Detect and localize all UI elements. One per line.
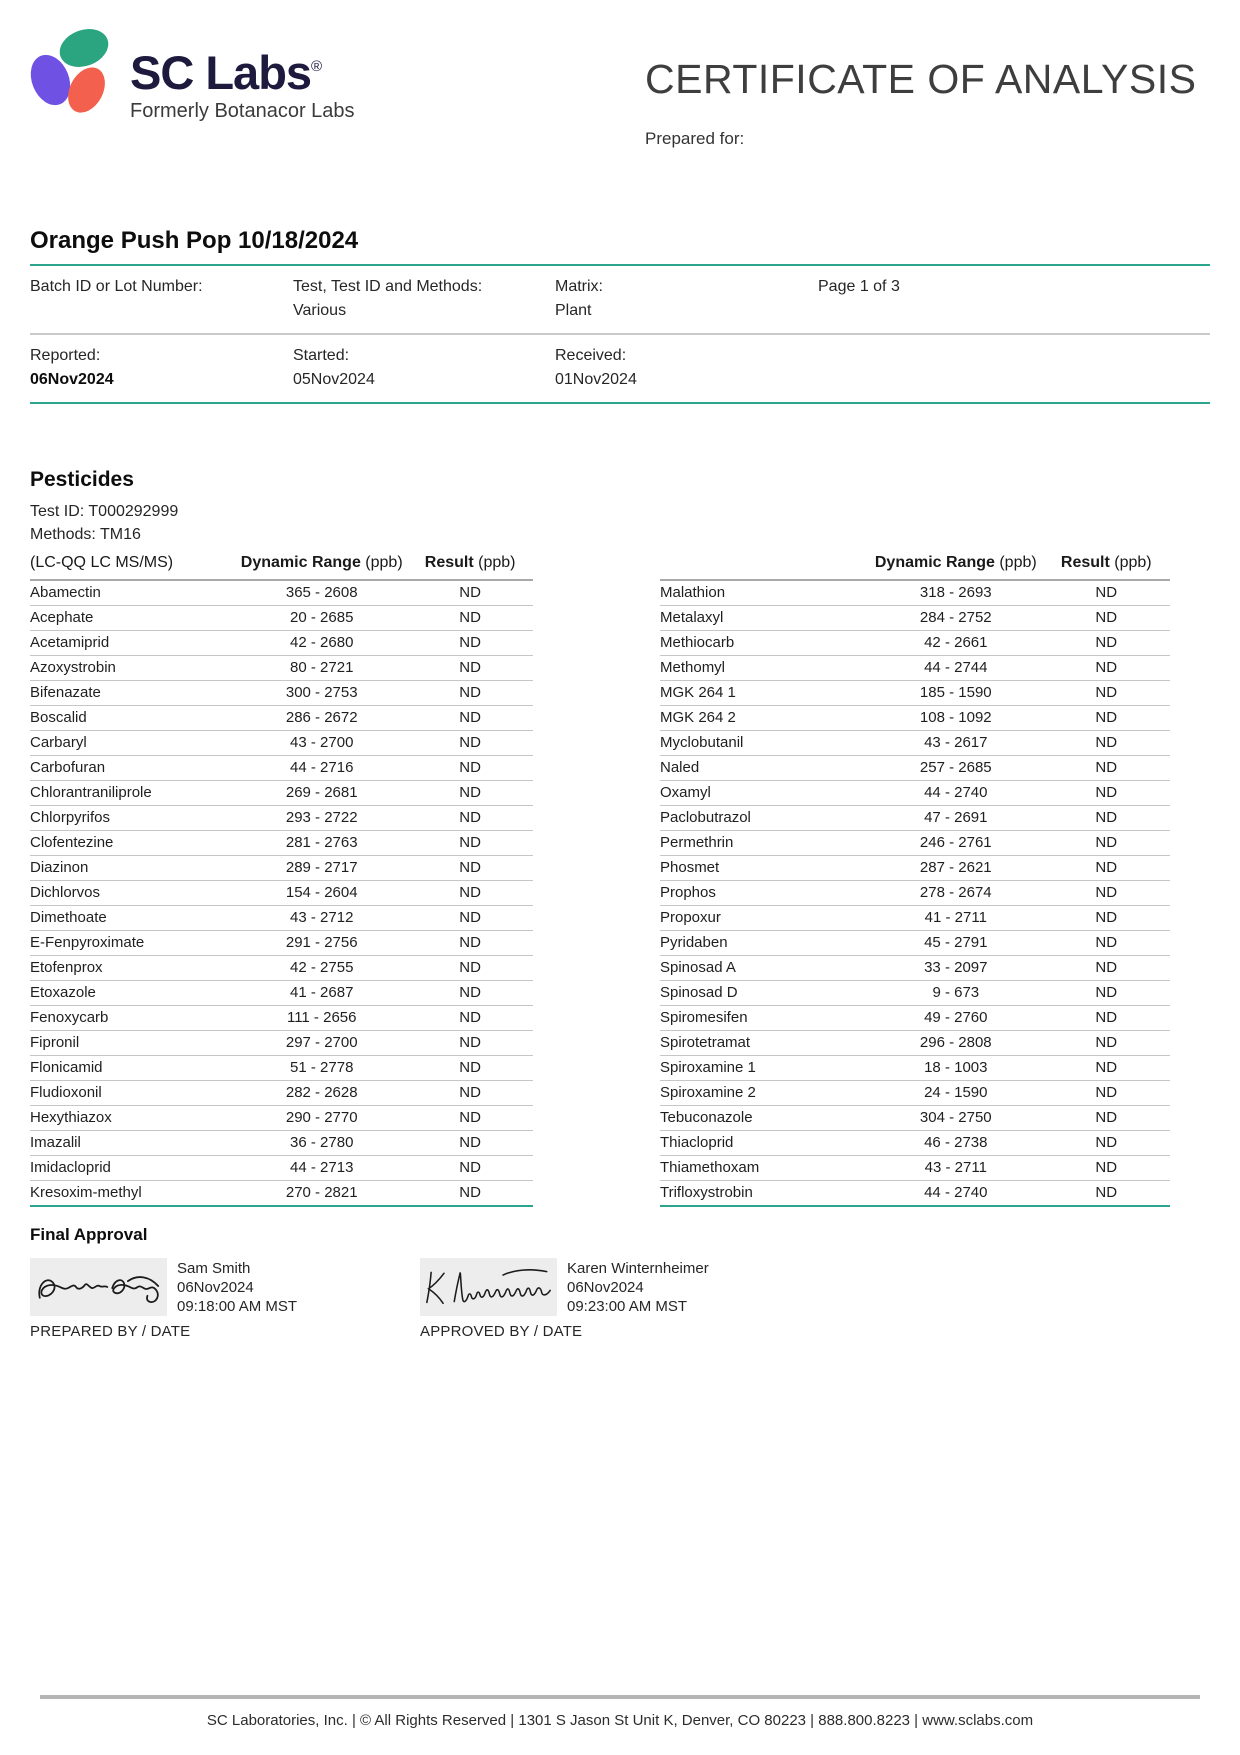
dynamic-range-value: 18 - 1003 [869, 1056, 1042, 1081]
analyte-name: Acetamiprid [30, 631, 236, 656]
pesticide-row [660, 856, 1170, 881]
pesticide-row [30, 731, 533, 756]
pesticide-row [30, 956, 533, 981]
test-methods-cell [293, 275, 555, 323]
pesticide-row [660, 580, 1170, 606]
result-header-text: Result [1060, 554, 1110, 571]
sample-title: Orange Push Pop 10/18/2024 [30, 227, 359, 254]
pesticide-row [660, 1131, 1170, 1156]
analyte-name: Abamectin [30, 580, 236, 606]
analyte-name: Clofentezine [30, 831, 236, 856]
started-cell [293, 344, 555, 392]
result-value: ND [1042, 856, 1170, 881]
result-value: ND [407, 631, 533, 656]
started-label: Started: [293, 347, 350, 364]
pesticide-row [30, 1031, 533, 1056]
dynamic-range-value: 111 - 2656 [236, 1006, 407, 1031]
dynamic-range-value: 51 - 2778 [236, 1056, 407, 1081]
dynamic-range-value: 43 - 2700 [236, 731, 407, 756]
analyte-name: Bifenazate [30, 681, 236, 706]
analyte-name: Dimethoate [30, 906, 236, 931]
dynamic-range-value: 291 - 2756 [236, 931, 407, 956]
dynamic-range-value: 297 - 2700 [236, 1031, 407, 1056]
prepared-by-block [30, 1258, 420, 1340]
started-value: 05Nov2024 [293, 371, 375, 388]
result-header-text: Result [424, 554, 474, 571]
analyte-name: Chlorpyrifos [30, 806, 236, 831]
result-value: ND [1042, 1156, 1170, 1181]
prepared-for-label: Prepared for: [645, 129, 745, 148]
dynamic-range-header-text: Dynamic Range [240, 554, 361, 571]
result-value: ND [1042, 956, 1170, 981]
pesticide-row [30, 806, 533, 831]
received-label: Received: [555, 347, 627, 364]
pesticide-row [30, 1056, 533, 1081]
result-value: ND [407, 1081, 533, 1106]
final-approval-heading: Final Approval [30, 1225, 148, 1244]
dynamic-range-value: 47 - 2691 [869, 806, 1042, 831]
analyte-name: Spiroxamine 1 [660, 1056, 869, 1081]
analyte-name: Spiroxamine 2 [660, 1081, 869, 1106]
result-value: ND [407, 681, 533, 706]
analyte-name: Metalaxyl [660, 606, 869, 631]
dynamic-range-value: 290 - 2770 [236, 1106, 407, 1131]
dynamic-range-unit: (ppb) [360, 554, 403, 571]
dynamic-range-value: 45 - 2791 [869, 931, 1042, 956]
pesticide-row [660, 1106, 1170, 1131]
analyte-name: Spinosad D [660, 981, 869, 1006]
result-value: ND [1042, 1181, 1170, 1207]
pesticide-row [30, 1006, 533, 1031]
dynamic-range-value: 43 - 2711 [869, 1156, 1042, 1181]
result-value: ND [407, 1131, 533, 1156]
analyte-name: Etofenprox [30, 956, 236, 981]
pesticide-row [30, 656, 533, 681]
page-indicator: Page 1 of 3 [818, 278, 900, 295]
result-value: ND [1042, 731, 1170, 756]
document-header [0, 0, 1240, 149]
result-value: ND [1042, 831, 1170, 856]
sample-info-table [30, 264, 1210, 404]
analyte-name: Carbofuran [30, 756, 236, 781]
result-value: ND [407, 781, 533, 806]
pesticide-row [660, 831, 1170, 856]
analyte-name: Malathion [660, 580, 869, 606]
result-value: ND [407, 956, 533, 981]
result-value: ND [1042, 656, 1170, 681]
result-value: ND [1042, 931, 1170, 956]
result-unit: (ppb) [473, 554, 516, 571]
result-value: ND [407, 1056, 533, 1081]
dynamic-range-value: 42 - 2755 [236, 956, 407, 981]
pesticide-row [660, 931, 1170, 956]
dynamic-range-value: 41 - 2711 [869, 906, 1042, 931]
analyte-name: Oxamyl [660, 781, 869, 806]
pesticides-table-right-body [660, 580, 1170, 1206]
pesticide-row [660, 1081, 1170, 1106]
logo-coral-petal-icon [61, 61, 113, 119]
dynamic-range-value: 246 - 2761 [869, 831, 1042, 856]
footer-text: SC Laboratories, Inc. | © All Rights Reserved | 1301 S Jason St Unit K, Denver, CO 80223 | 888.800.8223 | www.sclabs.com [206, 1712, 1034, 1729]
result-value: ND [1042, 806, 1170, 831]
dynamic-range-value: 304 - 2750 [869, 1106, 1042, 1131]
brand-text [130, 30, 355, 123]
pesticide-row [30, 706, 533, 731]
pesticide-row [660, 1181, 1170, 1207]
batch-id-label: Batch ID or Lot Number: [30, 278, 203, 295]
pesticide-row [30, 906, 533, 931]
sample-info-section [30, 227, 1210, 404]
analyte-name: Carbaryl [30, 731, 236, 756]
prepared-date: 06Nov2024 [177, 1279, 254, 1296]
dynamic-range-value: 185 - 1590 [869, 681, 1042, 706]
result-value: ND [407, 1156, 533, 1181]
reported-label: Reported: [30, 347, 101, 364]
analyte-name: Phosmet [660, 856, 869, 881]
result-value: ND [407, 806, 533, 831]
pesticide-row [30, 1081, 533, 1106]
approved-signature-image [420, 1258, 557, 1316]
analyte-name: Propoxur [660, 906, 869, 931]
result-value: ND [1042, 631, 1170, 656]
pesticide-row [30, 756, 533, 781]
final-approval-section [30, 1225, 1210, 1340]
analyte-name: Tebuconazole [660, 1106, 869, 1131]
result-value: ND [1042, 756, 1170, 781]
analyte-name: Spirotetramat [660, 1031, 869, 1056]
result-value: ND [407, 731, 533, 756]
dynamic-range-value: 36 - 2780 [236, 1131, 407, 1156]
analyte-name: Trifloxystrobin [660, 1181, 869, 1207]
dynamic-range-value: 49 - 2760 [869, 1006, 1042, 1031]
result-value: ND [1042, 1131, 1170, 1156]
table-header [660, 548, 1170, 580]
document-title: CERTIFICATE OF ANALYSIS [645, 56, 1197, 102]
analyte-name: Imazalil [30, 1131, 236, 1156]
prepared-name: Sam Smith [177, 1260, 251, 1277]
approved-time: 09:23:00 AM MST [567, 1298, 688, 1315]
analyte-name: Thiamethoxam [660, 1156, 869, 1181]
matrix-value: Plant [555, 302, 592, 319]
test-methods-label: Test, Test ID and Methods: [293, 278, 483, 295]
pesticide-row [660, 606, 1170, 631]
result-value: ND [1042, 1081, 1170, 1106]
analyte-name: Methomyl [660, 656, 869, 681]
approved-by-block [420, 1258, 810, 1340]
analyte-name: Dichlorvos [30, 881, 236, 906]
dynamic-range-value: 154 - 2604 [236, 881, 407, 906]
prepared-time: 09:18:00 AM MST [177, 1298, 298, 1315]
pesticide-row [30, 981, 533, 1006]
result-value: ND [407, 881, 533, 906]
result-value: ND [407, 756, 533, 781]
dynamic-range-value: 293 - 2722 [236, 806, 407, 831]
dynamic-range-header [869, 548, 1042, 580]
brand-name [130, 44, 355, 99]
dynamic-range-value: 318 - 2693 [869, 580, 1042, 606]
sample-info-row-2 [30, 333, 1210, 402]
pesticide-row [30, 681, 533, 706]
sc-labs-logomark-icon [32, 30, 116, 116]
pesticide-row [660, 906, 1170, 931]
analyte-name: Chlorantraniliprole [30, 781, 236, 806]
approved-name: Karen Winternheimer [567, 1260, 709, 1277]
pesticide-row [660, 1156, 1170, 1181]
pesticide-row [660, 806, 1170, 831]
result-value: ND [407, 606, 533, 631]
result-value: ND [1042, 1006, 1170, 1031]
reported-cell [30, 344, 293, 392]
pesticide-row [660, 706, 1170, 731]
reported-value: 06Nov2024 [30, 371, 114, 388]
signature-row [30, 1258, 1210, 1340]
pesticide-row [660, 681, 1170, 706]
analyte-name: Permethrin [660, 831, 869, 856]
result-value: ND [407, 706, 533, 731]
analyte-name: Flonicamid [30, 1056, 236, 1081]
pesticide-row [30, 1156, 533, 1181]
pesticide-row [30, 931, 533, 956]
dynamic-range-value: 80 - 2721 [236, 656, 407, 681]
result-value: ND [1042, 681, 1170, 706]
result-value: ND [407, 1006, 533, 1031]
result-unit: (ppb) [1109, 554, 1152, 571]
registered-mark: ® [311, 58, 323, 75]
result-value: ND [1042, 881, 1170, 906]
dynamic-range-value: 257 - 2685 [869, 756, 1042, 781]
pesticide-row [660, 1056, 1170, 1081]
pesticide-row [660, 731, 1170, 756]
pesticides-section [30, 468, 1210, 1207]
received-value: 01Nov2024 [555, 371, 637, 388]
analyte-name: MGK 264 1 [660, 681, 869, 706]
result-header [1042, 548, 1170, 580]
pesticides-tables [30, 548, 1210, 1207]
approved-meta [567, 1258, 709, 1316]
pesticide-row [660, 1031, 1170, 1056]
dynamic-range-value: 43 - 2712 [236, 906, 407, 931]
dynamic-range-value: 41 - 2687 [236, 981, 407, 1006]
page-indicator-cell [818, 275, 1210, 323]
result-value: ND [1042, 706, 1170, 731]
analyte-name: Naled [660, 756, 869, 781]
result-value: ND [407, 1106, 533, 1131]
dynamic-range-value: 43 - 2617 [869, 731, 1042, 756]
empty-cell [818, 344, 1210, 392]
dynamic-range-value: 33 - 2097 [869, 956, 1042, 981]
analyte-name: Prophos [660, 881, 869, 906]
result-value: ND [1042, 1031, 1170, 1056]
pesticide-row [30, 856, 533, 881]
analyte-name: Spiromesifen [660, 1006, 869, 1031]
analyte-name: Kresoxim-methyl [30, 1181, 236, 1207]
pesticides-test-id: Test ID: T000292999 [30, 503, 179, 520]
analyte-name: Azoxystrobin [30, 656, 236, 681]
result-value: ND [407, 906, 533, 931]
dynamic-range-value: 42 - 2661 [869, 631, 1042, 656]
approved-date: 06Nov2024 [567, 1279, 644, 1296]
dynamic-range-value: 270 - 2821 [236, 1181, 407, 1207]
dynamic-range-value: 281 - 2763 [236, 831, 407, 856]
pesticide-row [660, 781, 1170, 806]
header-right [645, 30, 1210, 149]
dynamic-range-value: 108 - 1092 [869, 706, 1042, 731]
analyte-name: Hexythiazox [30, 1106, 236, 1131]
analyte-name: Diazinon [30, 856, 236, 881]
result-value: ND [407, 831, 533, 856]
pesticide-row [30, 606, 533, 631]
sc-labs-logo [32, 30, 355, 123]
pesticide-row [660, 881, 1170, 906]
result-header [407, 548, 533, 580]
result-value: ND [1042, 606, 1170, 631]
dynamic-range-value: 269 - 2681 [236, 781, 407, 806]
dynamic-range-value: 46 - 2738 [869, 1131, 1042, 1156]
analyte-name: Imidacloprid [30, 1156, 236, 1181]
analyte-name: Spinosad A [660, 956, 869, 981]
result-value: ND [1042, 981, 1170, 1006]
dynamic-range-value: 284 - 2752 [869, 606, 1042, 631]
received-cell [555, 344, 818, 392]
result-value: ND [407, 580, 533, 606]
document-footer [40, 1695, 1200, 1729]
result-value: ND [1042, 580, 1170, 606]
dynamic-range-value: 300 - 2753 [236, 681, 407, 706]
pesticide-row [30, 831, 533, 856]
pesticide-row [660, 656, 1170, 681]
pesticide-row [30, 881, 533, 906]
pesticide-row [30, 1181, 533, 1207]
analyte-name: Thiacloprid [660, 1131, 869, 1156]
analyte-name: Acephate [30, 606, 236, 631]
dynamic-range-unit: (ppb) [994, 554, 1037, 571]
pesticides-table-right [660, 548, 1170, 1207]
dynamic-range-value: 44 - 2713 [236, 1156, 407, 1181]
result-value: ND [1042, 781, 1170, 806]
matrix-label: Matrix: [555, 278, 603, 295]
pesticide-row [30, 580, 533, 606]
dynamic-range-value: 278 - 2674 [869, 881, 1042, 906]
dynamic-range-header [236, 548, 407, 580]
result-value: ND [1042, 1056, 1170, 1081]
analyte-name: MGK 264 2 [660, 706, 869, 731]
pesticide-row [660, 631, 1170, 656]
pesticides-table-left [30, 548, 533, 1207]
analyte-name: Boscalid [30, 706, 236, 731]
dynamic-range-value: 289 - 2717 [236, 856, 407, 881]
dynamic-range-value: 20 - 2685 [236, 606, 407, 631]
dynamic-range-value: 44 - 2716 [236, 756, 407, 781]
prepared-signature-image [30, 1258, 167, 1316]
dynamic-range-value: 44 - 2744 [869, 656, 1042, 681]
pesticide-row [30, 631, 533, 656]
pesticide-row [30, 1131, 533, 1156]
matrix-cell [555, 275, 818, 323]
analyte-name: Fenoxycarb [30, 1006, 236, 1031]
brand-name-text: SC Labs [130, 46, 312, 99]
brand-tagline: Formerly Botanacor Labs [130, 100, 355, 122]
result-value: ND [407, 1031, 533, 1056]
dynamic-range-value: 44 - 2740 [869, 1181, 1042, 1207]
dynamic-range-value: 282 - 2628 [236, 1081, 407, 1106]
pesticide-row [30, 781, 533, 806]
pesticides-heading: Pesticides [30, 468, 134, 491]
result-value: ND [407, 856, 533, 881]
dynamic-range-value: 9 - 673 [869, 981, 1042, 1006]
sample-info-row-1 [30, 266, 1210, 333]
pesticides-methods: Methods: TM16 [30, 526, 141, 543]
result-value: ND [407, 656, 533, 681]
result-value: ND [1042, 1106, 1170, 1131]
instrument-label-blank [660, 548, 869, 580]
analyte-name: Myclobutanil [660, 731, 869, 756]
dynamic-range-value: 287 - 2621 [869, 856, 1042, 881]
pesticide-row [660, 756, 1170, 781]
analyte-name: Methiocarb [660, 631, 869, 656]
dynamic-range-header-text: Dynamic Range [874, 554, 995, 571]
analyte-name: Paclobutrazol [660, 806, 869, 831]
analyte-name: Etoxazole [30, 981, 236, 1006]
pesticide-row [30, 1106, 533, 1131]
approved-by-label: APPROVED BY / DATE [420, 1323, 583, 1340]
batch-id-cell [30, 275, 293, 323]
pesticides-table-left-body [30, 580, 533, 1206]
result-value: ND [407, 981, 533, 1006]
analyte-name: Fipronil [30, 1031, 236, 1056]
pesticide-row [660, 981, 1170, 1006]
dynamic-range-value: 365 - 2608 [236, 580, 407, 606]
pesticide-row [660, 1006, 1170, 1031]
analyte-name: Fludioxonil [30, 1081, 236, 1106]
result-value: ND [1042, 906, 1170, 931]
dynamic-range-value: 286 - 2672 [236, 706, 407, 731]
dynamic-range-value: 42 - 2680 [236, 631, 407, 656]
dynamic-range-value: 44 - 2740 [869, 781, 1042, 806]
analyte-name: Pyridaben [660, 931, 869, 956]
analyte-name: E-Fenpyroximate [30, 931, 236, 956]
dynamic-range-value: 296 - 2808 [869, 1031, 1042, 1056]
prepared-meta [177, 1258, 297, 1316]
prepared-by-label: PREPARED BY / DATE [30, 1323, 191, 1340]
table-header [30, 548, 533, 580]
dynamic-range-value: 24 - 1590 [869, 1081, 1042, 1106]
test-methods-value: Various [293, 302, 347, 319]
result-value: ND [407, 1181, 533, 1207]
result-value: ND [407, 931, 533, 956]
footer-divider [40, 1695, 1200, 1699]
pesticide-row [660, 956, 1170, 981]
instrument-label: (LC-QQ LC MS/MS) [30, 548, 236, 580]
